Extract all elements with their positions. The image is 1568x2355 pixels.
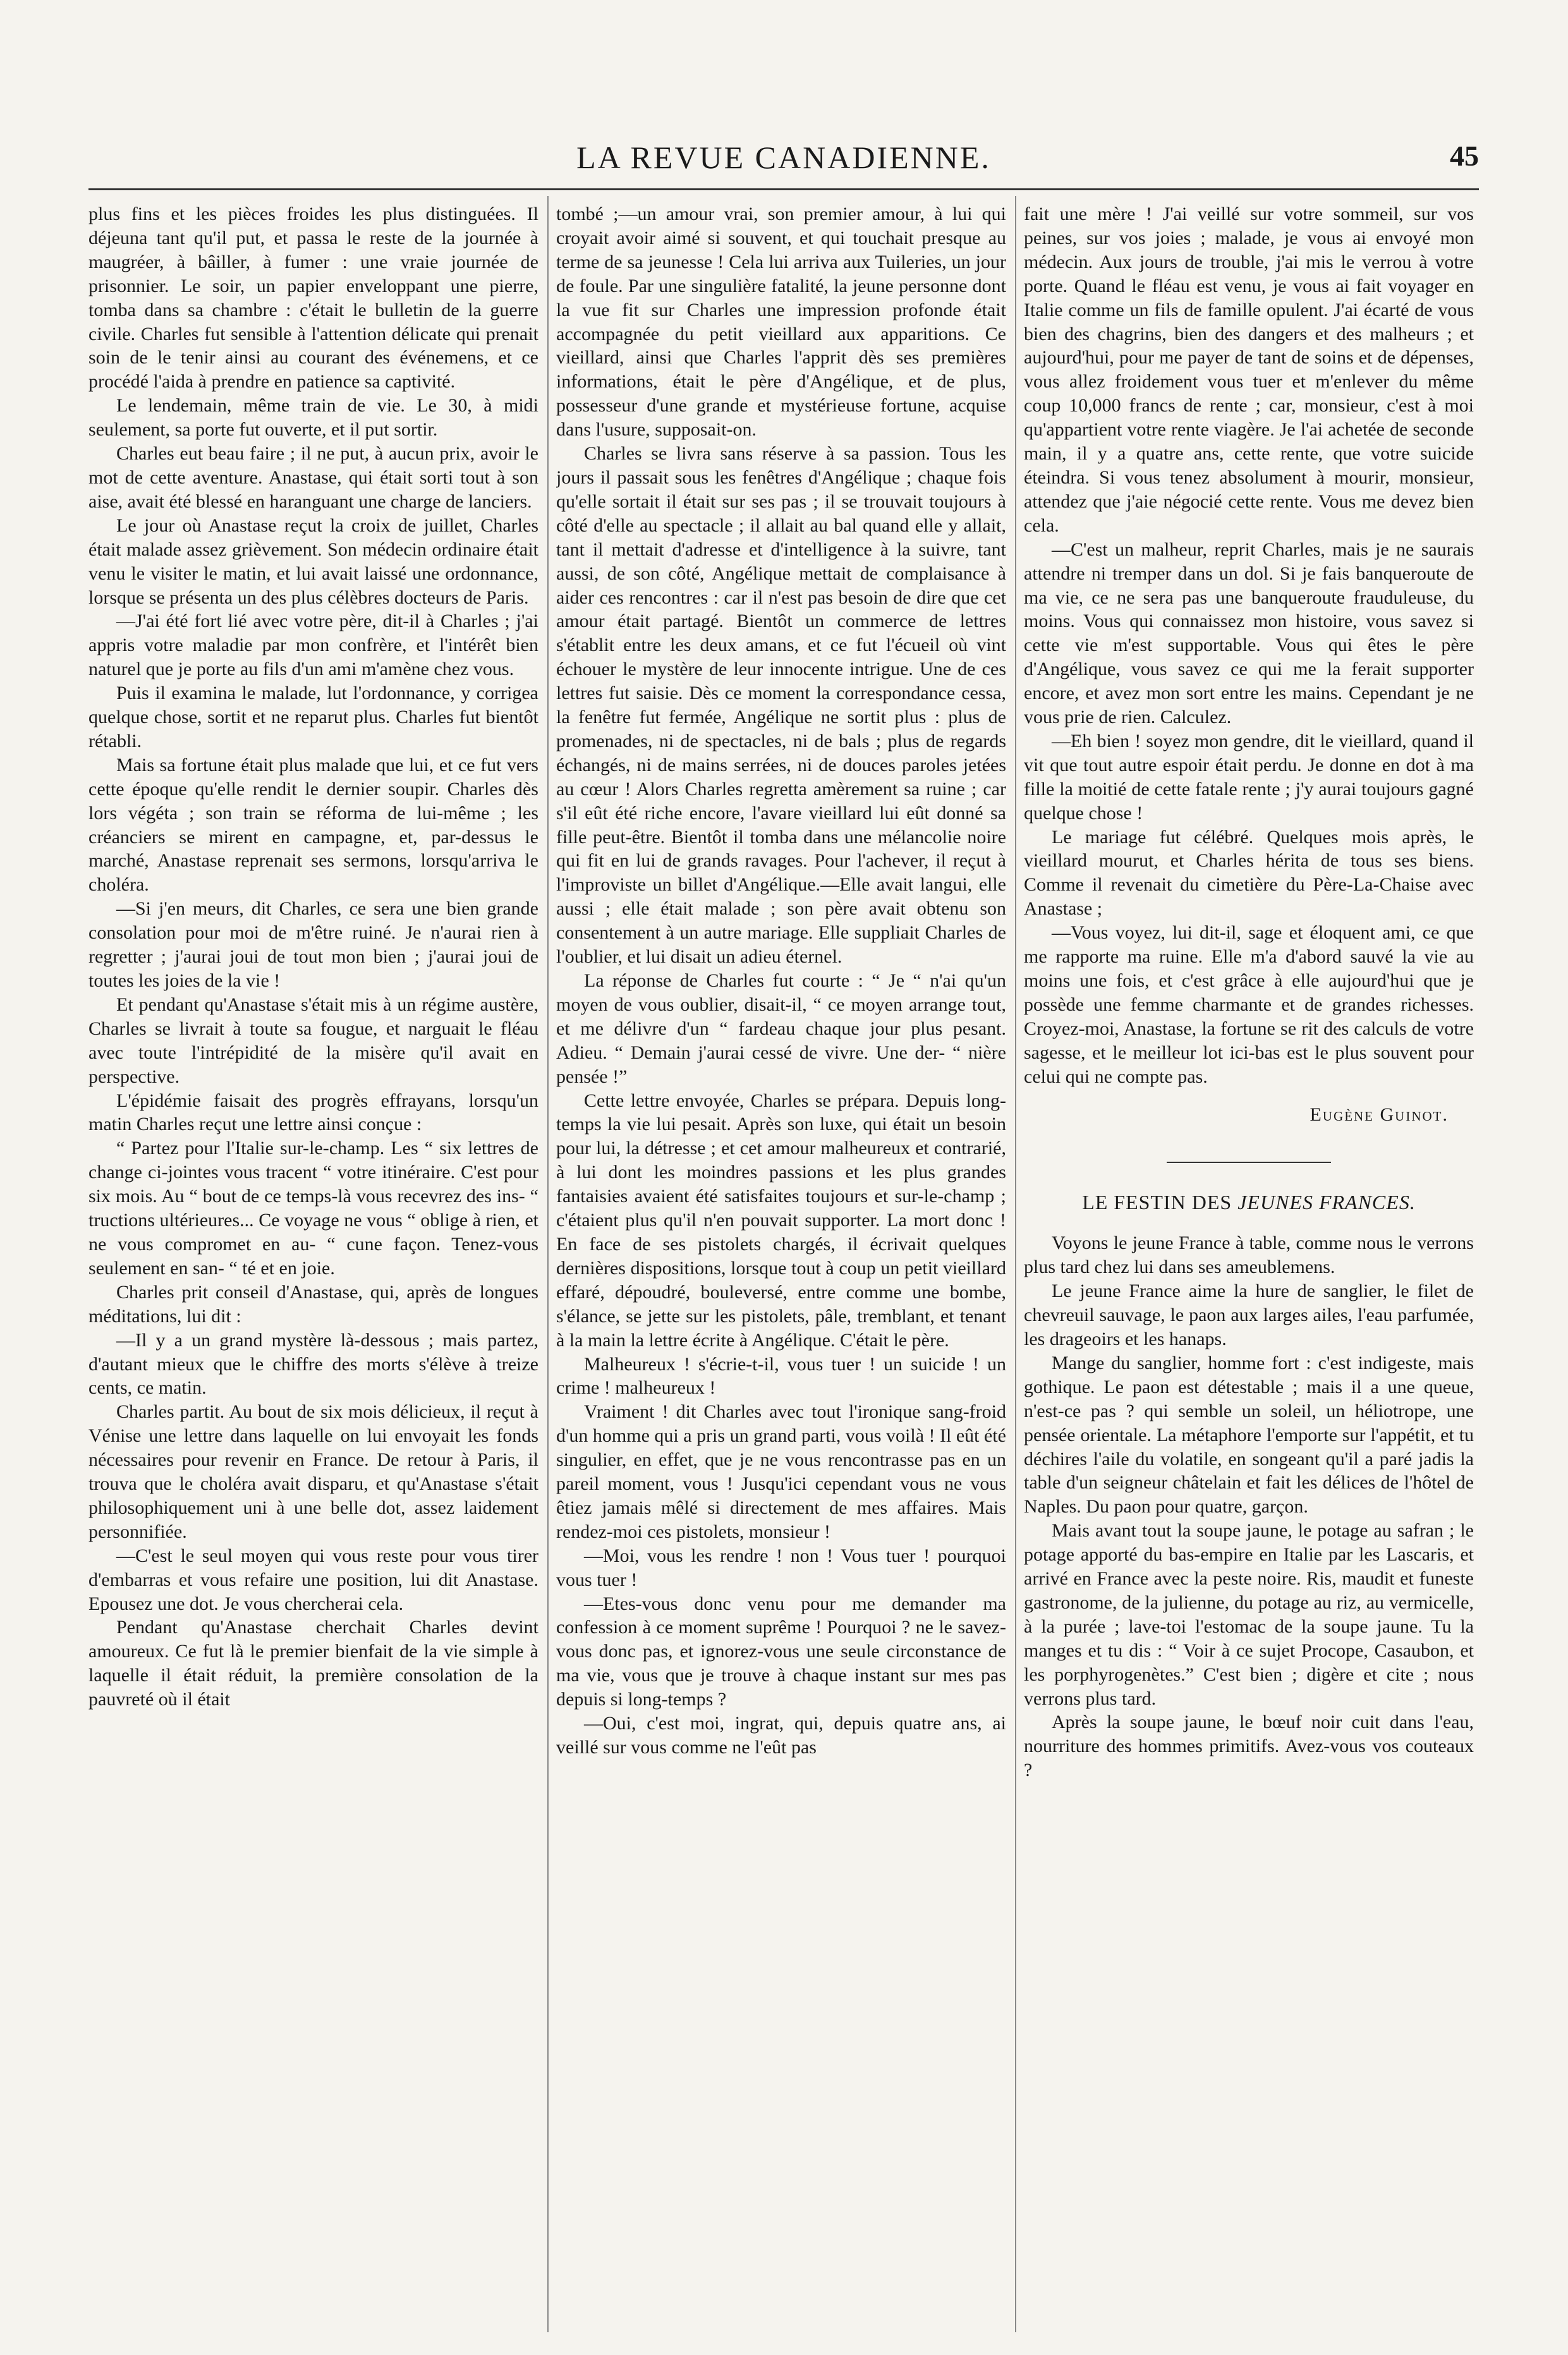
paragraph: Mange du sanglier, homme fort : c'est indigeste, mais gothique. Le paon est détestable ; mais il a une queue, n'est-ce pas ? qui semble un soleil, un héliotrope, une pensée orientale. La métaphore l'emporte sur l'appétit, et tu déchires l'aile du volatile, en songeant qu'il a paré jadis la table d'un seigneur châtelain et fait les délices de l'hôtel de Naples. Du paon pour quatre, garçon. <box>1024 1352 1474 1518</box>
paragraph: —Vous voyez, lui dit-il, sage et éloquent ami, ce que me rapporte ma ruine. Elle m'a d'abord sauvé la vie au moins une fois, et c'est grâce à elle aujourd'hui que je possède une femme charmante et de grandes richesses. Croyez-moi, Anastase, la fortune se rit des calculs de votre sagesse, et le meilleur lot ici-bas est le plus souvent pour celui qui ne compte pas. <box>1024 922 1474 1087</box>
paragraph: —Etes-vous donc venu pour me demander ma confession à ce moment suprême ! Pourquoi ? ne le savez-vous donc pas, et ignorez-vous une seule circonstance de ma vie, vous que je trouve à chaque instant sur mes pas depuis si long-temps ? <box>556 1593 1006 1710</box>
paragraph: —C'est le seul moyen qui vous reste pour vous tirer d'embarras et vous refaire une position, lui dit Anastase. Epousez une dot. Je vous chercherai cela. <box>88 1545 538 1614</box>
paragraph: Charles prit conseil d'Anastase, qui, après de longues méditations, lui dit : <box>88 1281 538 1327</box>
paragraph: Le mariage fut célébré. Quelques mois après, le vieillard mourut, et Charles hérita de tous ses biens. Comme il revenait du cimetière du Père-La-Chaise avec Anastase ; <box>1024 826 1474 920</box>
section-separator <box>1167 1162 1331 1163</box>
journal-title: LA REVUE CANADIENNE. <box>576 140 991 175</box>
paragraph: Le jour où Anastase reçut la croix de juillet, Charles était malade assez grièvement. Son médecin ordinaire était venu le visiter le matin, et lui avait laissé une ordonnance, lorsque se présenta un des plus célèbres docteurs de Paris. <box>88 514 538 608</box>
paragraph: Pendant qu'Anastase cherchait Charles devint amoureux. Ce fut là le premier bienfait de la vie simple à laquelle il était réduit, la première consolation de la pauvreté où il était <box>88 1617 538 1710</box>
section-title-lead: LE FESTIN DES <box>1082 1191 1238 1214</box>
header-rule <box>88 188 1479 190</box>
paragraph: Voyons le jeune France à table, comme nous le verrons plus tard chez lui dans ses ameublemens. <box>1024 1232 1474 1278</box>
section-title-italic: JEUNES FRANCES. <box>1237 1191 1416 1214</box>
paragraph: Charles eut beau faire ; il ne put, à aucun prix, avoir le mot de cette aventure. Anastase, qui était sorti tout à son aise, avait été blessé en haranguant une charge de lanciers. <box>88 443 538 512</box>
paragraph: Le lendemain, même train de vie. Le 30, à midi seulement, sa porte fut ouverte, et il put sortir. <box>88 395 538 441</box>
paragraph: tombé ;—un amour vrai, son premier amour, à lui qui croyait avoir aimé si souvent, et qui touchait presque au terme de sa jeunesse ! Cela lui arriva aux Tuileries, un jour de foule. Par une singulière fatalité, la jeune personne dont la vue fit sur Charles une impression profonde était accompagnée du petit vieillard aux apparitions. Ce vieillard, ainsi que Charles l'apprit dès ses premières informations, était le père d'Angélique, et de plus, possesseur d'une grande et mystérieuse fortune, acquise dans l'usure, supposait-on. <box>556 204 1006 441</box>
page-header <box>88 139 1479 183</box>
quoted-letter: “ Partez pour l'Italie sur-le-champ. Les “ six lettres de change ci-jointes vous tracent “ votre itinéraire. C'est pour six mois. Au “ bout de ce temps-là vous recevrez des ins- “ tructions ultérieures... Ce voyage ne vous “ oblige à rien, et ne vous compromet en au- “ cune façon. Tenez-vous seulement en san- “ té et en joie. <box>88 1138 538 1279</box>
paragraph: —Si j'en meurs, dit Charles, ce sera une bien grande consolation pour moi de m'être ruiné. Je n'aurai rien à regretter ; j'aurai joui de tout mon bien ; j'aurai joui de toutes les joies de la vie ! <box>88 898 538 991</box>
paragraph: Charles partit. Au bout de six mois délicieux, il reçut à Vénise une lettre dans laquelle on lui envoyait les fonds nécessaires pour revenir en France. De retour à Paris, il trouva que le choléra avait disparu, et qu'Anastase s'était philosophiquement uni à une belle dot, assez laidement personnifiée. <box>88 1401 538 1542</box>
paragraph: Et pendant qu'Anastase s'était mis à un régime austère, Charles se livrait à toute sa fougue, et narguait le fléau avec toute l'intrépidité de la misère qu'il avait en perspective. <box>88 994 538 1087</box>
paragraph: plus fins et les pièces froides les plus distinguées. Il déjeuna tant qu'il put, et passa le reste de la journée à maugréer, à bâiller, à fumer : une vraie journée de prisonnier. Le soir, un papier enveloppant une pierre, tomba dans sa chambre : c'était le bulletin de la guerre civile. Charles fut sensible à l'attention délicate qui prenait soin de le tenir ainsi au courant des événemens, et ce procédé l'aida à prendre en patience sa captivité. <box>88 204 538 392</box>
column-2 <box>556 202 1006 2332</box>
paragraph: Mais avant tout la soupe jaune, le potage au safran ; le potage apporté du bas-empire en Italie par les Lascaris, et arrivé en France avec la peste noire. Ris, maudit et funeste gastronome, de la julienne, du potage au riz, au vermicelle, à la purée ; lave-toi l'estomac de la soupe jaune. Tu la manges et tu dis : “ Voir à ce sujet Procope, Casaubon, et les porphyrogenètes.” C'est bien ; digère et cite ; nous verrons plus tard. <box>1024 1520 1474 1709</box>
column-divider-1 <box>547 196 549 2332</box>
paragraph: —J'ai été fort lié avec votre père, dit-il à Charles ; j'ai appris votre maladie par mon confrère, et l'intérêt bien naturel que je porte au fils d'un ami m'amène chez vous. <box>88 611 538 680</box>
paragraph: fait une mère ! J'ai veillé sur votre sommeil, sur vos peines, sur vos joies ; malade, je vous ai envoyé mon médecin. Aux jours de trouble, j'ai mis le verrou à votre porte. Quand le fléau est venu, je vous ai fait voyager en Italie comme un fils de famille opulent. J'ai écarté de vous bien des chagrins, bien des dangers et des malheurs ; et aujourd'hui, pour me payer de tant de soins et de dépenses, vous allez froidement vous tuer et m'enlever du même coup 10,000 francs de rente ; car, monsieur, c'est à moi qu'appartient votre rente viagère. Je l'ai achetée de seconde main, il y a quatre ans, cette rente, que votre suicide éteindra. Si vous tenez absolument à mourir, monsieur, attendez que j'aie négocié cette rente. Vous me devez bien cela. <box>1024 204 1474 536</box>
column-divider-2 <box>1015 196 1016 2332</box>
author-signature: Eugène Guinot. <box>1310 1104 1449 1125</box>
paragraph: L'épidémie faisait des progrès effrayans, lorsqu'un matin Charles reçut une lettre ainsi conçue : <box>88 1090 538 1135</box>
column-1 <box>88 202 538 2332</box>
paragraph: Le jeune France aime la hure de sanglier, le filet de chevreuil sauvage, le paon aux larges ailes, l'eau parfumée, les drageoirs et les hanaps. <box>1024 1281 1474 1349</box>
column-3 <box>1024 202 1474 2332</box>
paragraph: Vraiment ! dit Charles avec tout l'ironique sang-froid d'un homme qui a pris un grand parti, vous voilà ! Il eût été singulier, en effet, que je ne vous rencontrasse pas en un pareil moment, vous ! Jusqu'ici cependant vous ne vous êtiez jamais mêlé si directement de mes affaires. Mais rendez-moi ces pistolets, monsieur ! <box>556 1401 1006 1542</box>
paragraph: —Moi, vous les rendre ! non ! Vous tuer ! pourquoi vous tuer ! <box>556 1545 1006 1590</box>
page-number: 45 <box>1450 140 1479 172</box>
paragraph: Après la soupe jaune, le bœuf noir cuit dans l'eau, nourriture des hommes primitifs. Avez-vous vos couteaux ? <box>1024 1712 1474 1781</box>
section-title <box>1024 1191 1474 1215</box>
quoted-letter: La réponse de Charles fut courte : “ Je “ n'ai qu'un moyen de vous oublier, disait-il, “ ce moyen arrange tout, et me délivre d'un “ fardeau chaque jour plus pesant. Adieu. “ Demain j'aurai cessé de vivre. Une der- “ nière pensée !” <box>556 970 1006 1087</box>
paragraph: Malheureux ! s'écrie-t-il, vous tuer ! un suicide ! un crime ! malheureux ! <box>556 1353 1006 1399</box>
paragraph: —Oui, c'est moi, ingrat, qui, depuis quatre ans, ai veillé sur vous comme ne l'eût pas <box>556 1713 1006 1758</box>
paragraph: Puis il examina le malade, lut l'ordonnance, y corrigea quelque chose, sortit et ne reparut plus. Charles fut bientôt rétabli. <box>88 683 538 752</box>
paragraph: —C'est un malheur, reprit Charles, mais je ne saurais attendre ni tremper dans un dol. Si je fais banqueroute de ma vie, ce ne sera pas une banqueroute frauduleuse, du moins. Vous qui connaissez mon histoire, vous savez si cette vie m'est supportable. Vous qui êtes le père d'Angélique, vous savez ce qui me la ferait supporter encore, et avez mon sort entre les mains. Cependant je ne vous prie de rien. Calculez. <box>1024 539 1474 728</box>
paragraph: —Il y a un grand mystère là-dessous ; mais partez, d'autant mieux que le chiffre des morts s'élève à treize cents, ce matin. <box>88 1329 538 1399</box>
paragraph: —Eh bien ! soyez mon gendre, dit le vieillard, quand il vit que tout autre espoir était perdu. Je donne en dot à ma fille la moitié de cette fatale rente ; j'y aurai toujours gagné quelque chose ! <box>1024 730 1474 824</box>
paragraph: Cette lettre envoyée, Charles se prépara. Depuis long-temps la vie lui pesait. Après son luxe, qui était un besoin pour lui, la détresse ; et cet amour malheureux et contrarié, à lui dont les moindres passions et les plus grandes fantaisies avaient été satisfaites toujours et sur-le-champ ; c'étaient plus qu'il n'en pouvait supporter. La mort donc ! En face de ses pistolets chargés, il écrivait quelques dernières dispositions, lorsque tout à coup un petit vieillard effaré, dépoudré, bouleversé, entre comme une bombe, s'élance, se jette sur les pistolets, pâle, tremblant, et tenant à la main la lettre écrite à Angélique. C'était le père. <box>556 1090 1006 1351</box>
paragraph: Charles se livra sans réserve à sa passion. Tous les jours il passait sous les fenêtres d'Angélique ; chaque fois qu'elle sortait il était sur ses pas ; il se trouvait toujours à côté d'elle au spectacle ; il allait au bal quand elle y allait, tant il mettait d'adresse et d'intelligence à la suivre, tant aussi, de son côté, Angélique mettait de complaisance à aider ces rencontres : car il n'est pas besoin de dire que cet amour était partagé. Bientôt un commerce de lettres s'établit entre les deux amans, et ce fut l'écueil où vint échouer le mystère de leur innocente intrigue. Une de ces lettres fut saisie. Dès ce moment la correspondance cessa, la fenêtre fut fermée, Angélique ne sortit plus : plus de promenades, ni de spectacles, ni de bals ; plus de regards échangés, ni de mains serrées, ni de douces paroles jetées au cœur ! Alors Charles regretta amèrement sa ruine ; car s'il eût été riche encore, l'avare vieillard lui eût donné sa fille peut-être. Bientôt il tomba dans une mélancolie noire qui fit en lui de grands ravages. Pour l'achever, il reçut à l'improviste un billet d'Angélique.—Elle avait langui, elle aussi ; elle était malade ; son père avait obtenu son consentement à un autre mariage. Elle suppliait Charles de l'oublier, et lui disait un adieu éternel. <box>556 443 1006 968</box>
paragraph: Mais sa fortune était plus malade que lui, et ce fut vers cette époque qu'elle rendit le dernier soupir. Charles dès lors végéta ; son train se réforma de lui-même ; les créanciers se mirent en campagne, et, par-dessus le marché, Anastase reprenait ses sermons, lorsqu'arriva le choléra. <box>88 754 538 896</box>
